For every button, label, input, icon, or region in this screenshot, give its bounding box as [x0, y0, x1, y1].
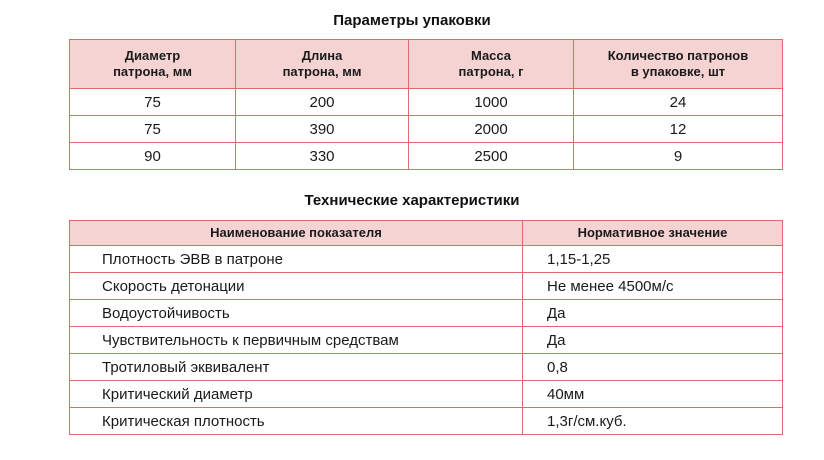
header-mass: Масса патрона, г — [409, 40, 574, 89]
table-row — [70, 116, 783, 143]
cell-mass: 1000 — [409, 89, 574, 116]
cell-quantity: 9 — [574, 143, 783, 170]
table-row — [70, 408, 783, 435]
cell-diameter: 75 — [70, 116, 236, 143]
cell-parameter-name: Критический диаметр — [70, 381, 523, 408]
header-length: Длина патрона, мм — [236, 40, 409, 89]
cell-normative-value: Не менее 4500м/с — [523, 273, 783, 300]
header-parameter-name: Наименование показателя — [70, 221, 523, 246]
technical-title: Технические характеристики — [304, 192, 520, 209]
cell-parameter-name: Тротиловый эквивалент — [70, 354, 523, 381]
cell-parameter-name: Чувствительность к первичным средствам — [70, 327, 523, 354]
packaging-header-row — [70, 40, 783, 89]
cell-diameter: 75 — [70, 89, 236, 116]
table-row — [70, 246, 783, 273]
cell-parameter-name: Плотность ЭВВ в патроне — [70, 246, 523, 273]
cell-parameter-name: Скорость детонации — [70, 273, 523, 300]
cell-normative-value: Да — [523, 327, 783, 354]
table-row — [70, 89, 783, 116]
table-row — [70, 273, 783, 300]
table-row — [70, 381, 783, 408]
cell-normative-value: Да — [523, 300, 783, 327]
packaging-table — [69, 39, 783, 170]
cell-normative-value: 0,8 — [523, 354, 783, 381]
table-row — [70, 300, 783, 327]
cell-length: 390 — [236, 116, 409, 143]
cell-normative-value: 40мм — [523, 381, 783, 408]
header-quantity: Количество патронов в упаковке, шт — [574, 40, 783, 89]
cell-normative-value: 1,15-1,25 — [523, 246, 783, 273]
cell-quantity: 24 — [574, 89, 783, 116]
header-normative-value: Нормативное значение — [523, 221, 783, 246]
table-row — [70, 143, 783, 170]
cell-parameter-name: Критическая плотность — [70, 408, 523, 435]
cell-quantity: 12 — [574, 116, 783, 143]
technical-header-row — [70, 221, 783, 246]
table-row — [70, 327, 783, 354]
packaging-title: Параметры упаковки — [333, 12, 491, 29]
cell-diameter: 90 — [70, 143, 236, 170]
cell-mass: 2000 — [409, 116, 574, 143]
header-diameter: Диаметр патрона, мм — [70, 40, 236, 89]
table-row — [70, 354, 783, 381]
technical-table — [69, 220, 783, 435]
cell-normative-value: 1,3г/см.куб. — [523, 408, 783, 435]
cell-mass: 2500 — [409, 143, 574, 170]
cell-length: 200 — [236, 89, 409, 116]
cell-length: 330 — [236, 143, 409, 170]
cell-parameter-name: Водоустойчивость — [70, 300, 523, 327]
